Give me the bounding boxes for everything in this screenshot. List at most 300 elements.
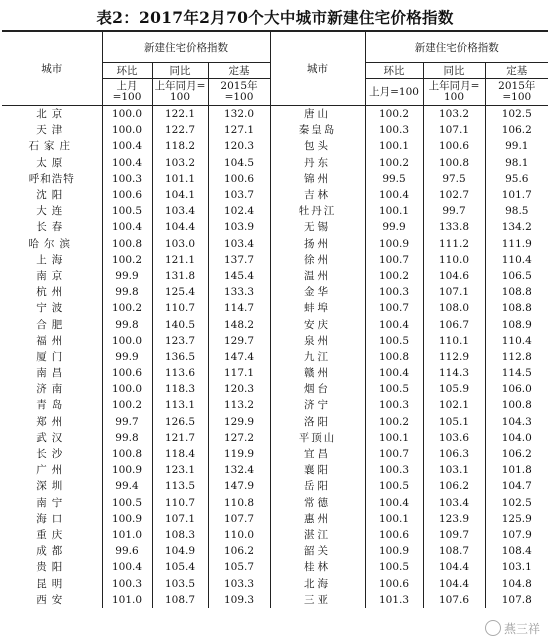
cell-yoy-right: 103.2 xyxy=(423,106,485,123)
cell-city-left: 重庆 xyxy=(2,527,102,543)
cell-mom-left: 100.9 xyxy=(102,462,152,478)
cell-base-right: 108.4 xyxy=(501,545,532,558)
cell-base-right: 112.8 xyxy=(501,350,532,363)
table-row xyxy=(2,592,548,608)
table-row xyxy=(2,495,548,511)
cell-city-right: 丹东 xyxy=(270,155,365,171)
cell-city-left: 成都 xyxy=(2,543,102,559)
cell-mom-right: 100.1 xyxy=(365,203,423,219)
cell-base-left: 120.3 xyxy=(208,381,270,397)
cell-base-left: 117.1 xyxy=(208,365,270,381)
cell-yoy-right: 106.7 xyxy=(423,316,485,332)
cell-yoy-left: 105.4 xyxy=(152,559,208,575)
cell-mom-right: 100.5 xyxy=(365,381,423,397)
cell-city-left: 南京 xyxy=(2,268,102,284)
cell-city-right: 宜昌 xyxy=(270,446,365,462)
cell-city-right: 无锡 xyxy=(270,219,365,235)
cell-mom-right: 100.2 xyxy=(365,268,423,284)
cell-mom-right: 99.5 xyxy=(365,171,423,187)
cell-city-left: 郑州 xyxy=(2,414,102,430)
cell-city-right: 济宁 xyxy=(270,397,365,413)
cell-yoy-left: 103.2 xyxy=(152,155,208,171)
cell-city-left: 厦门 xyxy=(2,349,102,365)
table-row xyxy=(2,203,548,219)
cell-yoy-right: 108.7 xyxy=(423,543,485,559)
cell-mom-left: 100.8 xyxy=(102,236,152,252)
table-row xyxy=(2,365,548,381)
cell-yoy-right: 104.4 xyxy=(423,559,485,575)
cell-mom-left: 100.0 xyxy=(102,122,152,138)
cell-city-left: 福州 xyxy=(2,333,102,349)
cell-city-right: 九江 xyxy=(270,349,365,365)
cell-mom-right: 100.1 xyxy=(365,138,423,154)
cell-yoy-left: 101.1 xyxy=(152,171,208,187)
cell-mom-right: 100.4 xyxy=(365,365,423,381)
cell-yoy-right: 107.1 xyxy=(423,122,485,138)
cell-yoy-left: 107.1 xyxy=(152,511,208,527)
cell-base-left: 132.4 xyxy=(208,462,270,478)
col-header-yoy-right: 同比 xyxy=(423,63,485,79)
cell-mom-right: 100.3 xyxy=(365,462,423,478)
cell-mom-right: 100.2 xyxy=(365,106,423,123)
cell-yoy-right: 105.1 xyxy=(423,414,485,430)
cell-base-left: 105.7 xyxy=(208,559,270,575)
cell-yoy-right: 102.1 xyxy=(423,397,485,413)
cell-city-right: 烟台 xyxy=(270,381,365,397)
cell-base-right: 114.5 xyxy=(501,367,532,380)
cell-base-left: 103.7 xyxy=(208,187,270,203)
cell-base-right: 101.8 xyxy=(501,464,532,477)
cell-mom-right: 100.6 xyxy=(365,575,423,591)
cell-yoy-right: 108.0 xyxy=(423,300,485,316)
cell-city-left: 深圳 xyxy=(2,478,102,494)
table-row xyxy=(2,446,548,462)
table-row xyxy=(2,316,548,332)
cell-yoy-right: 104.6 xyxy=(423,268,485,284)
cell-mom-right: 100.3 xyxy=(365,122,423,138)
cell-mom-left: 99.4 xyxy=(102,478,152,494)
cell-city-left: 南宁 xyxy=(2,495,102,511)
cell-city-right: 湛江 xyxy=(270,527,365,543)
cell-city-right: 温州 xyxy=(270,268,365,284)
cell-mom-right: 100.7 xyxy=(365,252,423,268)
cell-yoy-right: 100.8 xyxy=(423,155,485,171)
cell-yoy-left: 103.5 xyxy=(152,575,208,591)
cell-mom-left: 100.6 xyxy=(102,187,152,203)
cell-yoy-left: 118.4 xyxy=(152,446,208,462)
table-row xyxy=(2,543,548,559)
table-row xyxy=(2,155,548,171)
cell-city-left: 昆明 xyxy=(2,575,102,591)
cell-city-right: 洛阳 xyxy=(270,414,365,430)
cell-yoy-left: 126.5 xyxy=(152,414,208,430)
cell-mom-left: 99.8 xyxy=(102,316,152,332)
cell-city-right: 北海 xyxy=(270,575,365,591)
col-group-header-left: 新建住宅价格指数 xyxy=(102,31,270,63)
cell-mom-left: 99.7 xyxy=(102,414,152,430)
cell-mom-right: 100.5 xyxy=(365,333,423,349)
cell-city-right: 韶关 xyxy=(270,543,365,559)
table-row xyxy=(2,106,548,123)
base-note-yoy-left: 上年同月= 100 xyxy=(152,79,208,106)
cell-city-right: 秦皇岛 xyxy=(270,122,365,138)
cell-yoy-left: 122.7 xyxy=(152,122,208,138)
cell-base-left: 114.7 xyxy=(208,300,270,316)
cell-base-right: 104.0 xyxy=(501,431,532,444)
cell-base-right: 107.9 xyxy=(501,528,532,541)
cell-yoy-right: 107.1 xyxy=(423,284,485,300)
cell-yoy-left: 104.1 xyxy=(152,187,208,203)
cell-base-right: 101.7 xyxy=(501,189,532,202)
col-group-header-right: 新建住宅价格指数 xyxy=(365,31,548,63)
cell-mom-left: 100.2 xyxy=(102,252,152,268)
cell-yoy-right: 99.7 xyxy=(423,203,485,219)
cell-mom-right: 100.3 xyxy=(365,284,423,300)
cell-yoy-left: 118.3 xyxy=(152,381,208,397)
cell-city-right: 唐山 xyxy=(270,106,365,123)
cell-mom-right: 100.1 xyxy=(365,511,423,527)
table-row xyxy=(2,349,548,365)
cell-base-left: 147.9 xyxy=(208,478,270,494)
table-body xyxy=(2,106,548,608)
col-header-mom-left: 环比 xyxy=(102,63,152,79)
table-row xyxy=(2,122,548,138)
table-row xyxy=(2,575,548,591)
table-row xyxy=(2,138,548,154)
cell-base-left: 148.2 xyxy=(208,316,270,332)
table-row xyxy=(2,333,548,349)
cell-city-left: 贵阳 xyxy=(2,559,102,575)
cell-mom-right: 100.4 xyxy=(365,187,423,203)
cell-yoy-left: 123.1 xyxy=(152,462,208,478)
cell-mom-right: 100.5 xyxy=(365,559,423,575)
cell-mom-right: 100.1 xyxy=(365,430,423,446)
table-row xyxy=(2,559,548,575)
cell-base-left: 104.5 xyxy=(208,155,270,171)
cell-yoy-right: 110.1 xyxy=(423,333,485,349)
cell-base-right: 99.1 xyxy=(505,140,529,153)
cell-base-left: 107.7 xyxy=(208,511,270,527)
cell-base-right: 108.9 xyxy=(501,318,532,331)
cell-yoy-left: 118.2 xyxy=(152,138,208,154)
cell-yoy-left: 104.9 xyxy=(152,543,208,559)
cell-yoy-left: 113.6 xyxy=(152,365,208,381)
cell-base-right: 100.8 xyxy=(501,399,532,412)
cell-city-right: 扬州 xyxy=(270,236,365,252)
cell-yoy-right: 103.1 xyxy=(423,462,485,478)
cell-mom-right: 100.5 xyxy=(365,478,423,494)
table-row xyxy=(2,527,548,543)
base-note-yoy-right: 上年同月= 100 xyxy=(423,79,485,106)
cell-mom-left: 100.9 xyxy=(102,511,152,527)
cell-city-right: 桂林 xyxy=(270,559,365,575)
cell-base-left: 103.4 xyxy=(208,236,270,252)
cell-mom-right: 99.9 xyxy=(365,219,423,235)
cell-city-right: 常德 xyxy=(270,495,365,511)
cell-base-right: 104.8 xyxy=(501,577,532,590)
table-row xyxy=(2,252,548,268)
cell-yoy-right: 105.9 xyxy=(423,381,485,397)
cell-yoy-left: 125.4 xyxy=(152,284,208,300)
cell-mom-left: 100.0 xyxy=(102,106,152,123)
cell-mom-right: 100.9 xyxy=(365,236,423,252)
base-note-mom-right: 上月=100 xyxy=(365,79,423,106)
table-row xyxy=(2,414,548,430)
cell-yoy-right: 104.4 xyxy=(423,575,485,591)
cell-base-left: 113.2 xyxy=(208,397,270,413)
cell-base-right: 108.8 xyxy=(501,302,532,315)
cell-base-right: 134.2 xyxy=(501,221,532,234)
cell-yoy-left: 108.7 xyxy=(152,592,208,608)
cell-yoy-right: 112.9 xyxy=(423,349,485,365)
cell-city-left: 宁波 xyxy=(2,300,102,316)
table-row xyxy=(2,171,548,187)
cell-city-left: 哈尔滨 xyxy=(2,236,102,252)
cell-city-right: 安庆 xyxy=(270,316,365,332)
col-header-yoy-left: 同比 xyxy=(152,63,208,79)
cell-city-right: 赣州 xyxy=(270,365,365,381)
cell-base-right: 104.7 xyxy=(501,480,532,493)
cell-mom-left: 100.6 xyxy=(102,365,152,381)
cell-base-left: 127.1 xyxy=(208,122,270,138)
cell-yoy-right: 102.7 xyxy=(423,187,485,203)
cell-mom-right: 100.9 xyxy=(365,543,423,559)
cell-base-right: 107.8 xyxy=(501,593,532,606)
cell-base-right: 110.4 xyxy=(501,253,532,266)
cell-base-right: 106.2 xyxy=(501,124,532,137)
table-row xyxy=(2,268,548,284)
cell-base-left: 103.9 xyxy=(208,219,270,235)
cell-base-right: 125.9 xyxy=(501,512,532,525)
cell-yoy-left: 103.0 xyxy=(152,236,208,252)
cell-base-left: 103.3 xyxy=(208,575,270,591)
cell-base-left: 119.9 xyxy=(208,446,270,462)
cell-city-right: 三亚 xyxy=(270,592,365,608)
col-header-base-left: 定基 xyxy=(208,63,270,79)
col-header-mom-right: 环比 xyxy=(365,63,423,79)
cell-base-left: 106.2 xyxy=(208,543,270,559)
cell-mom-left: 99.8 xyxy=(102,284,152,300)
cell-yoy-left: 122.1 xyxy=(152,106,208,123)
cell-city-left: 北京 xyxy=(2,106,102,123)
cell-mom-right: 100.4 xyxy=(365,316,423,332)
table-title: 表2：2017年2月70个大中城市新建住宅价格指数 xyxy=(96,8,454,27)
cell-mom-left: 99.8 xyxy=(102,430,152,446)
cell-yoy-left: 136.5 xyxy=(152,349,208,365)
cell-city-right: 岳阳 xyxy=(270,478,365,494)
cell-base-right: 111.9 xyxy=(501,237,532,250)
cell-base-left: 129.7 xyxy=(208,333,270,349)
cell-city-left: 大连 xyxy=(2,203,102,219)
cell-base-right: 104.3 xyxy=(501,415,532,428)
cell-city-right: 蚌埠 xyxy=(270,300,365,316)
cell-base-right: 102.5 xyxy=(501,496,532,509)
cell-base-right: 108.8 xyxy=(501,286,532,299)
cell-yoy-right: 111.2 xyxy=(423,236,485,252)
cell-mom-right: 101.3 xyxy=(365,592,423,608)
cell-city-right: 惠州 xyxy=(270,511,365,527)
cell-mom-left: 101.0 xyxy=(102,527,152,543)
cell-base-left: 137.7 xyxy=(208,252,270,268)
cell-city-right: 徐州 xyxy=(270,252,365,268)
cell-mom-right: 100.8 xyxy=(365,349,423,365)
cell-yoy-right: 100.6 xyxy=(423,138,485,154)
cell-mom-right: 100.6 xyxy=(365,527,423,543)
table-row xyxy=(2,397,548,413)
cell-mom-left: 100.3 xyxy=(102,575,152,591)
cell-mom-right: 100.2 xyxy=(365,155,423,171)
watermark-logo-icon xyxy=(485,620,501,636)
cell-mom-right: 100.2 xyxy=(365,414,423,430)
cell-base-left: 100.6 xyxy=(208,171,270,187)
cell-yoy-right: 97.5 xyxy=(423,171,485,187)
cell-mom-left: 100.3 xyxy=(102,171,152,187)
cell-base-right: 106.2 xyxy=(501,448,532,461)
cell-base-right: 103.1 xyxy=(501,561,532,574)
cell-city-left: 呼和浩特 xyxy=(2,171,102,187)
cell-mom-right: 100.3 xyxy=(365,397,423,413)
table-row xyxy=(2,236,548,252)
cell-mom-left: 99.6 xyxy=(102,543,152,559)
cell-yoy-left: 140.5 xyxy=(152,316,208,332)
cell-yoy-right: 123.9 xyxy=(423,511,485,527)
cell-yoy-right: 103.4 xyxy=(423,495,485,511)
cell-mom-left: 100.5 xyxy=(102,495,152,511)
cell-mom-left: 100.2 xyxy=(102,300,152,316)
table-row xyxy=(2,462,548,478)
cell-yoy-left: 113.5 xyxy=(152,478,208,494)
cell-mom-left: 100.4 xyxy=(102,219,152,235)
price-index-table xyxy=(2,30,548,608)
cell-mom-right: 100.7 xyxy=(365,300,423,316)
table-row xyxy=(2,430,548,446)
col-header-base-right: 定基 xyxy=(485,63,548,79)
cell-base-left: 132.0 xyxy=(208,106,270,123)
table-row xyxy=(2,187,548,203)
cell-base-left: 147.4 xyxy=(208,349,270,365)
cell-base-left: 110.8 xyxy=(208,495,270,511)
cell-city-right: 锦州 xyxy=(270,171,365,187)
cell-city-left: 太原 xyxy=(2,155,102,171)
cell-yoy-left: 104.4 xyxy=(152,219,208,235)
cell-city-left: 济南 xyxy=(2,381,102,397)
table-row xyxy=(2,284,548,300)
cell-mom-left: 100.5 xyxy=(102,203,152,219)
cell-city-left: 合肥 xyxy=(2,316,102,332)
cell-city-left: 西安 xyxy=(2,592,102,608)
cell-city-right: 金华 xyxy=(270,284,365,300)
cell-mom-right: 100.4 xyxy=(365,495,423,511)
cell-base-right: 110.4 xyxy=(501,334,532,347)
cell-base-right: 106.5 xyxy=(501,269,532,282)
cell-mom-left: 100.2 xyxy=(102,397,152,413)
cell-yoy-right: 107.6 xyxy=(423,592,485,608)
cell-city-left: 广州 xyxy=(2,462,102,478)
cell-yoy-left: 121.7 xyxy=(152,430,208,446)
cell-city-left: 石家庄 xyxy=(2,138,102,154)
cell-mom-left: 100.0 xyxy=(102,333,152,349)
cell-city-left: 青岛 xyxy=(2,397,102,413)
cell-base-left: 127.2 xyxy=(208,430,270,446)
cell-city-right: 泉州 xyxy=(270,333,365,349)
cell-city-left: 长沙 xyxy=(2,446,102,462)
cell-mom-left: 100.4 xyxy=(102,155,152,171)
cell-mom-left: 100.4 xyxy=(102,138,152,154)
cell-city-left: 沈阳 xyxy=(2,187,102,203)
cell-city-left: 长春 xyxy=(2,219,102,235)
cell-yoy-left: 110.7 xyxy=(152,495,208,511)
cell-yoy-left: 103.4 xyxy=(152,203,208,219)
cell-mom-left: 99.9 xyxy=(102,268,152,284)
cell-mom-right: 100.7 xyxy=(365,446,423,462)
cell-yoy-left: 113.1 xyxy=(152,397,208,413)
base-note-base-left: 2015年 =100 xyxy=(208,79,270,106)
base-note-mom-left: 上月=100 xyxy=(102,79,152,106)
cell-yoy-right: 114.3 xyxy=(423,365,485,381)
cell-city-right: 牡丹江 xyxy=(270,203,365,219)
table-row xyxy=(2,478,548,494)
cell-yoy-right: 106.3 xyxy=(423,446,485,462)
cell-city-right: 包头 xyxy=(270,138,365,154)
cell-city-right: 襄阳 xyxy=(270,462,365,478)
cell-city-left: 天津 xyxy=(2,122,102,138)
cell-base-left: 129.9 xyxy=(208,414,270,430)
cell-base-right: 106.0 xyxy=(501,383,532,396)
cell-base-left: 133.3 xyxy=(208,284,270,300)
cell-city-right: 平顶山 xyxy=(270,430,365,446)
cell-city-left: 上海 xyxy=(2,252,102,268)
cell-mom-left: 100.4 xyxy=(102,559,152,575)
cell-mom-left: 100.8 xyxy=(102,446,152,462)
col-header-city-left: 城市 xyxy=(2,31,102,106)
cell-base-right: 95.6 xyxy=(505,172,529,185)
table-row xyxy=(2,300,548,316)
cell-city-right: 吉林 xyxy=(270,187,365,203)
cell-mom-left: 100.0 xyxy=(102,381,152,397)
cell-yoy-left: 131.8 xyxy=(152,268,208,284)
table-row xyxy=(2,381,548,397)
cell-city-left: 武汉 xyxy=(2,430,102,446)
cell-yoy-right: 106.2 xyxy=(423,478,485,494)
cell-base-left: 145.4 xyxy=(208,268,270,284)
cell-base-right: 102.5 xyxy=(501,108,532,121)
cell-yoy-left: 110.7 xyxy=(152,300,208,316)
cell-yoy-right: 109.7 xyxy=(423,527,485,543)
cell-base-left: 102.4 xyxy=(208,203,270,219)
cell-yoy-left: 121.1 xyxy=(152,252,208,268)
cell-city-left: 海口 xyxy=(2,511,102,527)
cell-yoy-left: 108.3 xyxy=(152,527,208,543)
cell-mom-left: 101.0 xyxy=(102,592,152,608)
cell-yoy-right: 110.0 xyxy=(423,252,485,268)
cell-yoy-right: 133.8 xyxy=(423,219,485,235)
cell-city-left: 杭州 xyxy=(2,284,102,300)
cell-base-right: 98.1 xyxy=(505,156,529,169)
base-note-base-right: 2015年 =100 xyxy=(485,79,548,106)
col-header-city-right: 城市 xyxy=(270,31,365,106)
cell-yoy-right: 103.6 xyxy=(423,430,485,446)
cell-base-left: 110.0 xyxy=(208,527,270,543)
cell-base-right: 98.5 xyxy=(505,205,529,218)
watermark: 燕三祥 xyxy=(483,619,544,639)
cell-mom-left: 99.9 xyxy=(102,349,152,365)
cell-yoy-left: 123.7 xyxy=(152,333,208,349)
cell-base-left: 109.3 xyxy=(208,592,270,608)
cell-city-left: 南昌 xyxy=(2,365,102,381)
table-row xyxy=(2,511,548,527)
cell-base-left: 120.3 xyxy=(208,138,270,154)
table-row xyxy=(2,219,548,235)
